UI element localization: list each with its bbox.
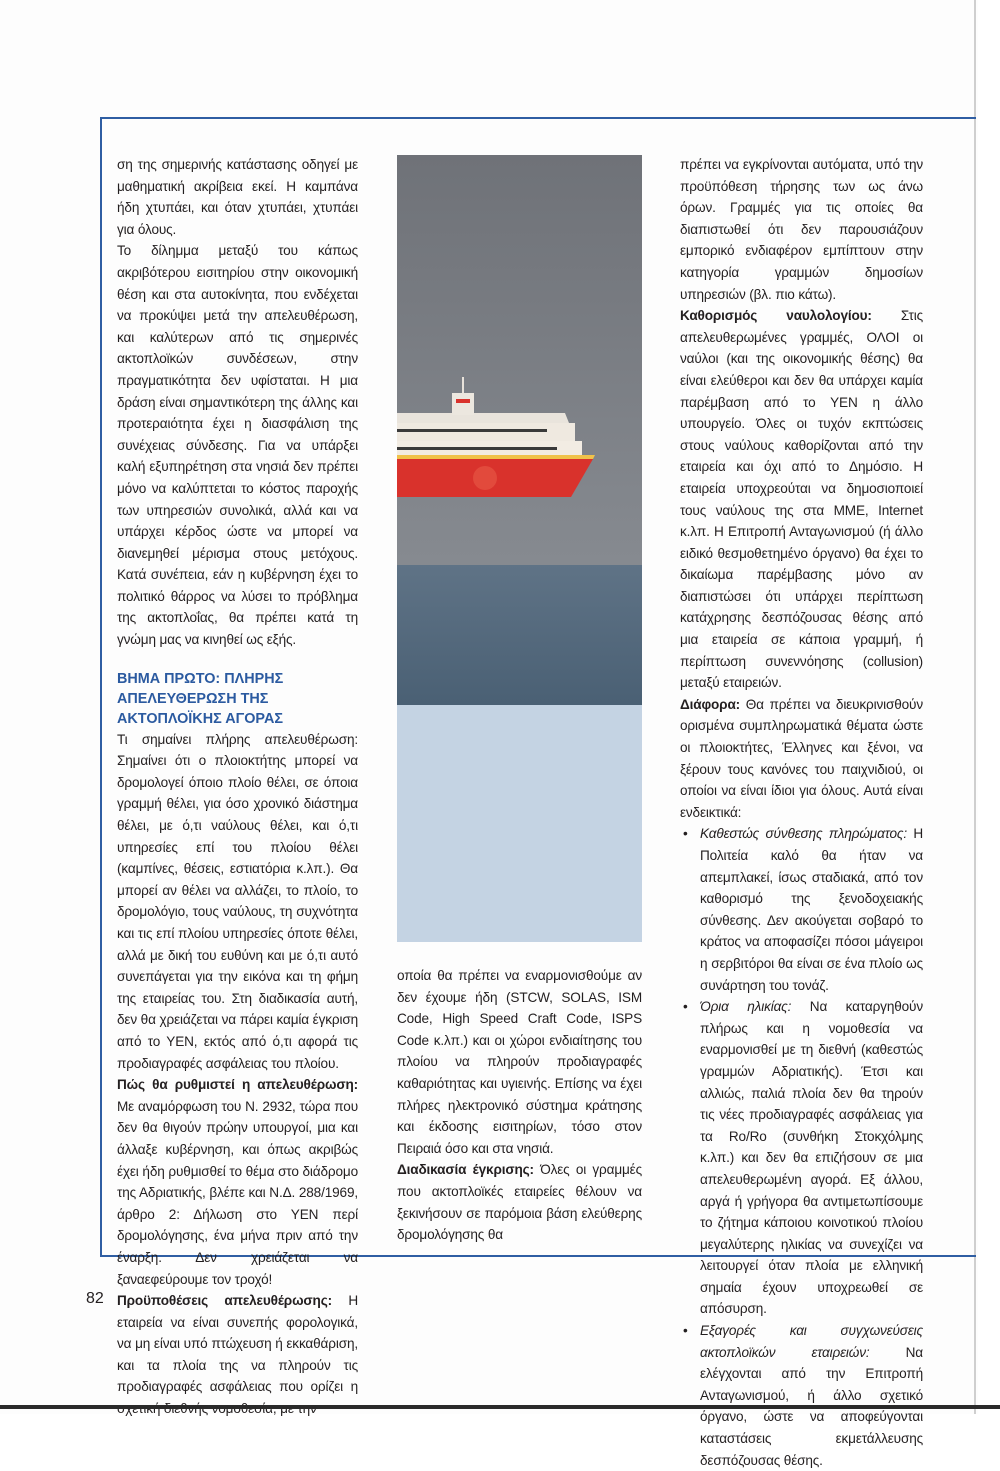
paragraph-text: Η εταιρεία να είναι συνεπής φορολογικά, να μη είναι υπό πτώχευση ή εκκαθάριση, και τα πλοία της να πληρούν τις προδιαγραφές ασφάλειας που ορίζει η [117, 1293, 358, 1395]
list-item-text: Να ελέγχονται από την Επιτροπή Ανταγωνισμού, ή άλλο σχετικό όργανο, ώστε να αποφεύγονται καταστάσεις εκμετάλλευσης δεσπόζουσας θέσης. [700, 1344, 923, 1468]
paragraph: ση της σημερινής κατάστασης οδηγεί με μαθηματική ακρίβεια εκεί. Η καμπάνα ήδη χτυπάει, και όταν χτυπάει, χτυπάει για όλους. [117, 157, 358, 237]
paragraph: Το δίλημμα μεταξύ του κάπως ακριβότερου εισιτηρίου στην οικονομική θέση και στα αυτοκίνητα, που ενδέχεται να προκύψει μετά την απελευθέρωση, και καλύτερων από τις σημερινές ακτοπλοϊκών συνδέσεων, στην πραγματικότητα δεν υφίσταται. Η μια δράση είναι σημαντικότερη της άλλης και προτεραιότητα έχει η διασφάλιση της συνέχειας σύνδεσης. Για να υπάρξει καλή εξυπηρέτηση στα νησιά δεν πρέπει μόνο να καλύπτεται το κόστος παροχής των υπηρεσιών συνολικά, αλλά και να υπάρχει κέρδος ώστε να μπορεί να διανεμηθεί μέρισμα στους μετόχους. Κατά συνέπεια, εάν η κυβέρνηση έχει το πολιτικό θάρρος να λύσει το πρόβλημα της ακτοπλοΐας, θα πρέπει κατά τη γνώμη μας να κινηθεί ως εξής. [117, 243, 358, 648]
lead-in: Πώς θα ρυθμιστεί η απελευθέρωση: [117, 1077, 358, 1093]
list-item [700, 1320, 923, 1471]
bottom-rule [0, 1405, 1000, 1409]
paragraph [117, 1290, 358, 1420]
paragraph [397, 1159, 642, 1245]
lead-in: Προϋποθέσεις απελευθέρωσης: [117, 1293, 332, 1309]
frame-top-rule [100, 117, 976, 119]
paragraph [680, 305, 923, 694]
column-left [117, 154, 358, 1420]
paragraph-text: Στις απελευθερωμένες γραμμές, ΟΛΟΙ οι ναύλοι (και της οικονομικής θέσης) θα είναι ελεύθεροι και δεν θα υπάρχει καμία παρέμβαση από το ΥΕΝ η άλλο υπουργείο. Όλες οι τυχόν εκπτώσεις στους ναύλους καθορίζονται από την εταιρεία και όχι από το Δημόσιο. Η εταιρεία υποχρεούται να δημοσιοποιεί τους ναύλους της στα ΜΜΕ, Internet κ.λπ. Η Επιτροπή Ανταγωνισμού (ή άλλο ειδικό θεσμοθετημένο όργανο) θα έχει το δικαίωμα παρέμβασης μόνο αν διαπιστώσει ότι υπάρχει περίπτωση κατάχρησης δεσπόζουσας θέσης από μια εταιρεία σε κάποια γραμμή, ή περίπτωση συνεννόησης (collusion) μεταξύ εταιρειών. [680, 308, 923, 691]
lead-in: Διάφορα: [680, 696, 741, 712]
lead-in: Όρια ηλικίας: [700, 999, 792, 1015]
paragraph: Τι σημαίνει πλήρης απελευθέρωση: Σημαίνει ότι ο πλοιοκτήτης μπορεί να δρομολογεί όποιο πλοίο θέλει, σε όποια γραμμή θέλει, για όσο χρονικό διάστημα θέλει, με ό,τι ναύλους θέλει, και ό,τι υπηρεσίες επί του πλοίου θέλει (καμπίνες, θέσεις, εστιατόρια κ.λπ.). Θα μπορεί αν θέλει να αλλάζει, το πλοίο, το δρομολόγιο, τους ναύλους, τη συχνότητα και τις επί πλοίου υπηρεσίες όποτε θέλει, αλλά με δική του ευθύνη και με ό,τι αυτό συνεπάγεται για την εικόνα και τη φήμη της εταιρείας του. Στη διαδικασία αυτή, δεν θα χρειάζεται να πάρει καμία έγκριση από το ΥΕΝ, εκτός από ό,τι αφορά τις προδιαγραφές ασφάλειας του πλοίου. [117, 731, 358, 1071]
paragraph: πρέπει να εγκρίνονται αυτόματα, υπό την προϋπόθεση τήρησης των ως άνω όρων. Γραμμές για τις οποίες θα διαπιστωθεί ότι δεν παρουσιάζουν εμπορικό ενδιαφέρον εμπίπτουν στην κατηγορία γραμμών δημοσίων υπηρεσιών (βλ. πιο κάτω). [680, 157, 923, 302]
page-edge [974, 0, 976, 1414]
page-number: 82 [86, 1290, 104, 1307]
column-middle [397, 965, 642, 1246]
frame-left-rule [100, 117, 102, 1256]
ferry-ship-photo [397, 155, 642, 942]
paragraph-text: Θα πρέπει να διευκρινισθούν ορισμένα συμπληρωματικά θέματα ώστε οι πλοιοκτήτες, Έλληνες και ξένοι, να ξέρουν τους κανόνες του παιχνιδιού, οι οποίοι να είναι ίδιοι για όλους. Αυτά είναι ενδεικτικά: [680, 696, 923, 820]
lead-in: Διαδικασία έγκρισης: [397, 1162, 534, 1178]
list-item-text: Η Πολιτεία καλό θα ήταν να απεμπλακεί, ίσως σταδιακά, από τον καθορισμό της ξενοδοχειακής σύνθεσης. Δεν ακούγεται σοβαρό το κράτος να αποφασίζει πόσοι μάγειροι η σερβιτόροι θα είναι σε ένα πλοίο ως συνάρτηση του τονάζ. [700, 826, 924, 993]
paragraph-text: Με αναμόρφωση του Ν. 2932, τώρα που δεν θα θιγούν πρώην υπουργοί, μια και άλλαξε κυβέρνηση, και όπως ακριβώς έχει ήδη ρυθμισθεί το θέμα στο διάδρομο της Αδριατικής, βλέπε και Ν.Δ. 288/1969, άρθρο 2: Δήλωση στο ΥΕΝ περί δρομολόγησης, ένα μήνα πριν από την έναρξη. Δεν χρειάζεται να ξαναεφεύρουμε τον τροχό! [117, 1098, 358, 1287]
list-item-text: Να καταργηθούν πλήρως και η νομοθεσία να εναρμονισθεί με τη διεθνή (καθεστώς γραμμών Αδριατικής). Έτσι και αλλιώς, παλιά πλοία δεν θα τηρούν τις νέες προδιαγραφές ασφάλειας για τα Ro/Ro (συνθήκη Στοκχόλμης κ.λπ.) και δεν θα επιζήσουν σε μια απελευθερωμένη αγορά. Εξ άλλου, αργά ή γρήγορα θα αντιμετωπίσουμε το ζήτημα κάποιου κοινοτικού πλοίου μεγαλύτερης ηλικίας να συνεχίζει να λειτουργεί όταν πλοία με ελληνική σημαία έχουν υποχρεωθεί σε απόσυρση. [700, 999, 923, 1317]
lead-in: Εξαγορές και συγχωνεύσεις ακτοπλοϊκών εταιρειών: [700, 1323, 923, 1360]
paragraph-text: Όλες οι γραμμές που ακτοπλοϊκές εταιρείες θέλουν να ξεκινήσουν σε παρόμοια βάση ελεύθερης δρομολόγησης θα [397, 1162, 642, 1243]
column-right [680, 154, 923, 1471]
paragraph [117, 1074, 358, 1290]
paragraph [680, 694, 923, 824]
section-heading: ΒΗΜΑ ΠΡΩΤΟ: ΠΛΗΡΗΣ ΑΠΕΛΕΥΘΕΡΩΣΗ ΤΗΣ ΑΚΤΟΠΛΟΪΚΗΣ ΑΓΟΡΑΣ [117, 670, 284, 727]
list-item [700, 823, 923, 996]
paragraph: οποία θα πρέπει να εναρμονισθούμε αν δεν έχουμε ήδη (STCW, SOLAS, ISM Code, High Speed Craft Code, ISPS Code κ.λπ.) και οι χώροι ενδιαίτησης του πλοίου να πληρούν προδιαγραφές καθαριότητας και υγιεινής. Επίσης να έχει πλήρες ηλεκτρονικό σύστημα κράτησης και έκδοσης εισιτηρίων, τόσο στον Πειραιά όσο και στα νησιά. [397, 968, 642, 1156]
lead-in: Καθεστώς σύνθεσης πληρώματος: [700, 826, 907, 842]
list-item [700, 996, 923, 1320]
bullet-list [680, 823, 923, 1471]
lead-in: Καθορισμός ναυλολογίου: [680, 308, 872, 324]
